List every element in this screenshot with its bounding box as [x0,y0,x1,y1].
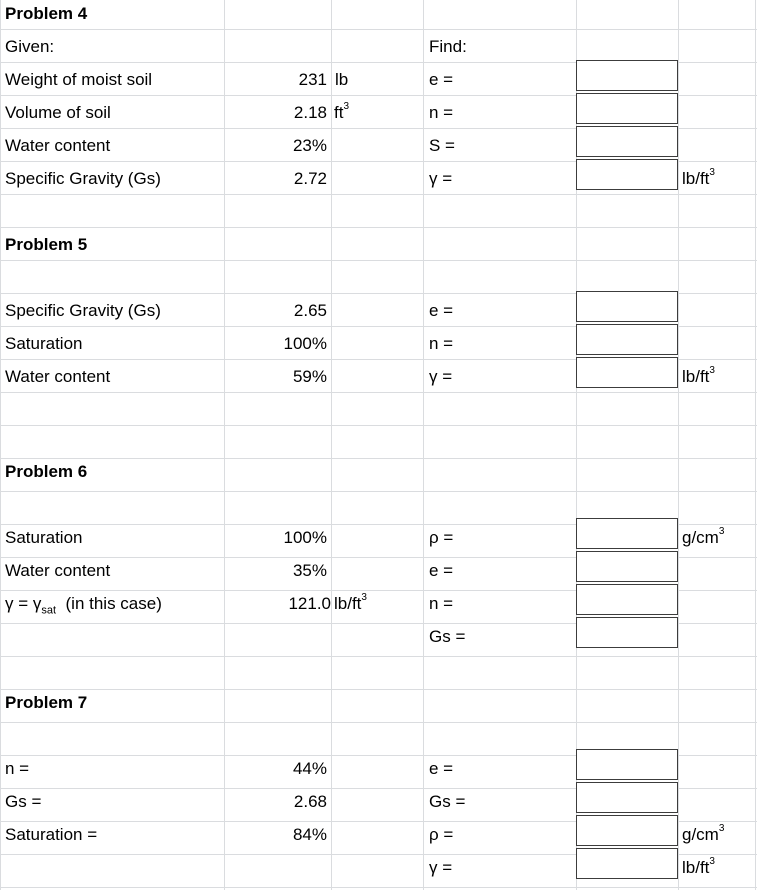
p4-answer-n[interactable] [576,93,678,124]
p5-value-gs[interactable]: 2.65 [293,301,327,320]
p4-unit-weight[interactable]: lb [335,70,349,89]
problem7-title[interactable]: Problem 7 [5,693,88,712]
p6-answer-e[interactable] [576,551,678,582]
find-label[interactable]: Find: [429,37,467,56]
p5-find-e[interactable]: e = [429,301,454,320]
p4-unit-volume[interactable]: $ft^3$ [334,101,350,122]
p4-value-weight[interactable]: 231 [298,70,327,89]
column-line [331,0,332,890]
p4-answer-s[interactable] [576,126,678,157]
p6-answer-gs[interactable] [576,617,678,648]
p6-answer-rho[interactable] [576,518,678,549]
p7-value-gs[interactable]: 2.68 [293,792,327,811]
p6-rho-unit[interactable]: $g/cm^3$ [682,526,725,547]
p4-label-gs[interactable]: Specific Gravity (Gs) [5,169,161,188]
p7-find-rho[interactable]: ρ = [429,825,454,844]
p5-answer-e[interactable] [576,291,678,322]
p6-find-n[interactable]: n = [429,594,454,613]
p7-label-n[interactable]: n = [5,759,30,778]
p4-label-water[interactable]: Water content [5,136,111,155]
p5-gamma-unit[interactable]: $lb/ft^3$ [682,365,715,386]
p7-answer-gs[interactable] [576,782,678,813]
p7-gamma-unit[interactable]: $lb/ft^3$ [682,856,715,877]
p4-label-weight[interactable]: Weight of moist soil [5,70,153,89]
p6-label-gamma-sat[interactable]: $\gamma = \gamma_{sat}$ (in this case) [5,594,162,617]
p4-find-n[interactable]: n = [429,103,454,122]
p7-label-gs[interactable]: Gs = [5,792,42,811]
p7-find-e[interactable]: e = [429,759,454,778]
column-line [423,0,424,890]
column-line [678,0,679,890]
p4-value-volume[interactable]: 2.18 [293,103,327,122]
p5-find-gamma[interactable]: γ = [429,367,453,386]
p4-find-e[interactable]: e = [429,70,454,89]
p4-find-gamma[interactable]: γ = [429,169,453,188]
column-line [755,0,756,890]
p5-label-water[interactable]: Water content [5,367,111,386]
p6-find-e[interactable]: e = [429,561,454,580]
p6-value-water[interactable]: 35% [292,561,327,580]
p7-answer-gamma[interactable] [576,848,678,879]
p5-value-saturation[interactable]: 100% [283,334,327,353]
p7-answer-rho[interactable] [576,815,678,846]
p4-answer-e[interactable] [576,60,678,91]
p6-find-rho[interactable]: ρ = [429,528,454,547]
p5-label-saturation[interactable]: Saturation [5,334,83,353]
p5-answer-gamma[interactable] [576,357,678,388]
p5-find-n[interactable]: n = [429,334,454,353]
p7-value-saturation[interactable]: 84% [292,825,327,844]
p7-label-saturation[interactable]: Saturation = [5,825,98,844]
p6-find-gs[interactable]: Gs = [429,627,466,646]
problem5-title[interactable]: Problem 5 [5,235,88,254]
p4-label-volume[interactable]: Volume of soil [5,103,111,122]
p7-find-gamma[interactable]: γ = [429,858,453,877]
problem6-title[interactable]: Problem 6 [5,462,88,481]
p6-label-saturation[interactable]: Saturation [5,528,83,547]
p4-find-s[interactable]: S = [429,136,455,155]
p4-gamma-unit[interactable]: $lb/ft^3$ [682,167,715,188]
p6-value-gamma[interactable]: 121.0 [288,594,331,613]
p7-answer-e[interactable] [576,749,678,780]
p7-find-gs[interactable]: Gs = [429,792,466,811]
p6-unit-gamma[interactable]: $lb/ft^3$ [334,592,367,613]
p5-label-gs[interactable]: Specific Gravity (Gs) [5,301,161,320]
p6-value-saturation[interactable]: 100% [283,528,327,547]
p7-value-n[interactable]: 44% [292,759,327,778]
p5-value-water[interactable]: 59% [292,367,327,386]
p5-answer-n[interactable] [576,324,678,355]
p6-label-water[interactable]: Water content [5,561,111,580]
p6-answer-n[interactable] [576,584,678,615]
p7-rho-unit[interactable]: $g/cm^3$ [682,823,725,844]
p4-answer-gamma[interactable] [576,159,678,190]
given-label[interactable]: Given: [5,37,55,56]
problem4-title[interactable]: Problem 4 [5,4,88,23]
p4-value-gs[interactable]: 2.72 [293,169,327,188]
p4-value-water[interactable]: 23% [292,136,327,155]
column-line [0,0,1,890]
